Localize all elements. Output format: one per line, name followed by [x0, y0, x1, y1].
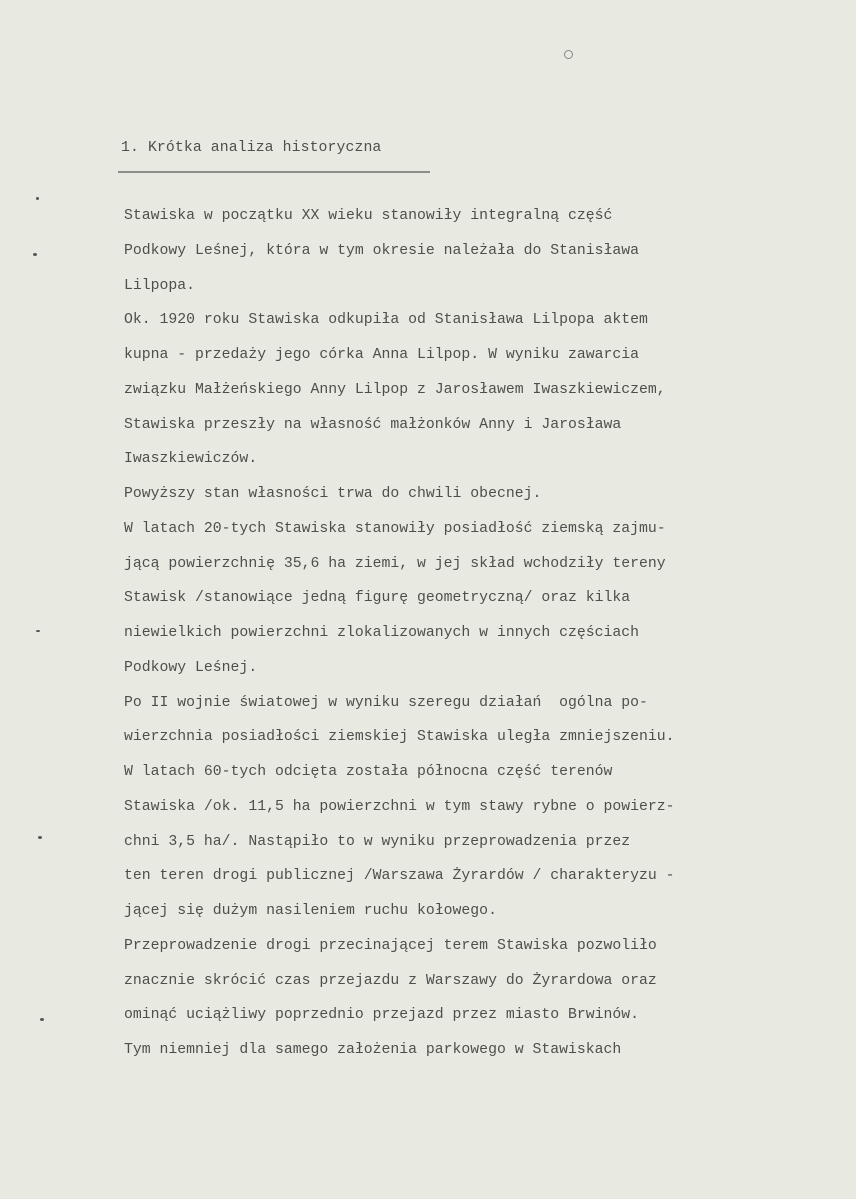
- text-line: wierzchnia posiadłości ziemskiej Stawiska uległa zmniejszeniu.: [124, 729, 675, 746]
- text-line: ominąć uciążliwy poprzednio przejazd przez miasto Brwinów.: [124, 1007, 640, 1024]
- text-line: jącą powierzchnię 35,6 ha ziemi, w jej skład wchodziły tereny: [124, 555, 666, 572]
- text-line: Powyższy stan własności trwa do chwili obecnej.: [124, 486, 542, 502]
- text-line: Stawiska w początku XX wieku stanowiły integralną część: [124, 208, 613, 224]
- text-line: Tym niemniej dla samego założenia parkowego w Stawiskach: [124, 1042, 622, 1058]
- text-line: Lilpopa.: [124, 277, 196, 294]
- text-line: niewielkich powierzchni zlokalizowanych w innych częściach: [124, 625, 640, 641]
- margin-speck: [33, 253, 37, 256]
- heading-underline: [118, 171, 430, 173]
- text-line: Stawiska /ok. 11,5 ha powierzchni w tym stawy rybne o powierz-: [124, 798, 675, 815]
- margin-speck: [36, 630, 40, 632]
- text-line: Po II wojnie światowej w wyniku szeregu działań ogólna po-: [124, 694, 648, 711]
- text-line: Podkowy Leśnej.: [124, 659, 258, 676]
- text-line: Podkowy Leśnej, która w tym okresie należała do Stanisława: [124, 242, 640, 259]
- text-line: kupna - przedaży jego córka Anna Lilpop. W wyniku zawarcia: [124, 347, 640, 363]
- margin-speck: [36, 197, 39, 200]
- text-line: znacznie skrócić czas przejazdu z Warszawy do Żyrardowa oraz: [124, 972, 657, 989]
- text-line: Przeprowadzenie drogi przecinającej terem Stawiska pozwoliło: [124, 937, 657, 954]
- text-line: chni 3,5 ha/. Nastąpiło to w wyniku przeprowadzenia przez: [124, 833, 631, 850]
- margin-speck: [38, 836, 42, 839]
- text-line: Stawiska przeszły na własność małżonków Anny i Jarosława: [124, 416, 622, 433]
- text-line: W latach 60-tych odcięta została północna część terenów: [124, 764, 613, 780]
- punch-hole-mark: [564, 50, 573, 59]
- text-line: Iwaszkiewiczów.: [124, 451, 258, 468]
- text-line: W latach 20-tych Stawiska stanowiły posiadłość ziemską zajmu-: [124, 520, 666, 537]
- text-line: jącej się dużym nasileniem ruchu kołowego.: [124, 903, 497, 919]
- text-line: Ok. 1920 roku Stawiska odkupiła od Stanisława Lilpopa aktem: [124, 312, 648, 329]
- margin-speck: [40, 1018, 44, 1021]
- text-line: ten teren drogi publicznej /Warszawa Żyrardów / charakteryzu -: [124, 868, 675, 885]
- document-body: [124, 199, 675, 1068]
- text-line: Stawisk /stanowiące jedną figurę geometryczną/ oraz kilka: [124, 590, 631, 607]
- section-heading: 1. Krótka analiza historyczna: [121, 140, 382, 156]
- text-line: związku Małżeńskiego Anny Lilpop z Jarosławem Iwaszkiewiczem,: [124, 381, 666, 398]
